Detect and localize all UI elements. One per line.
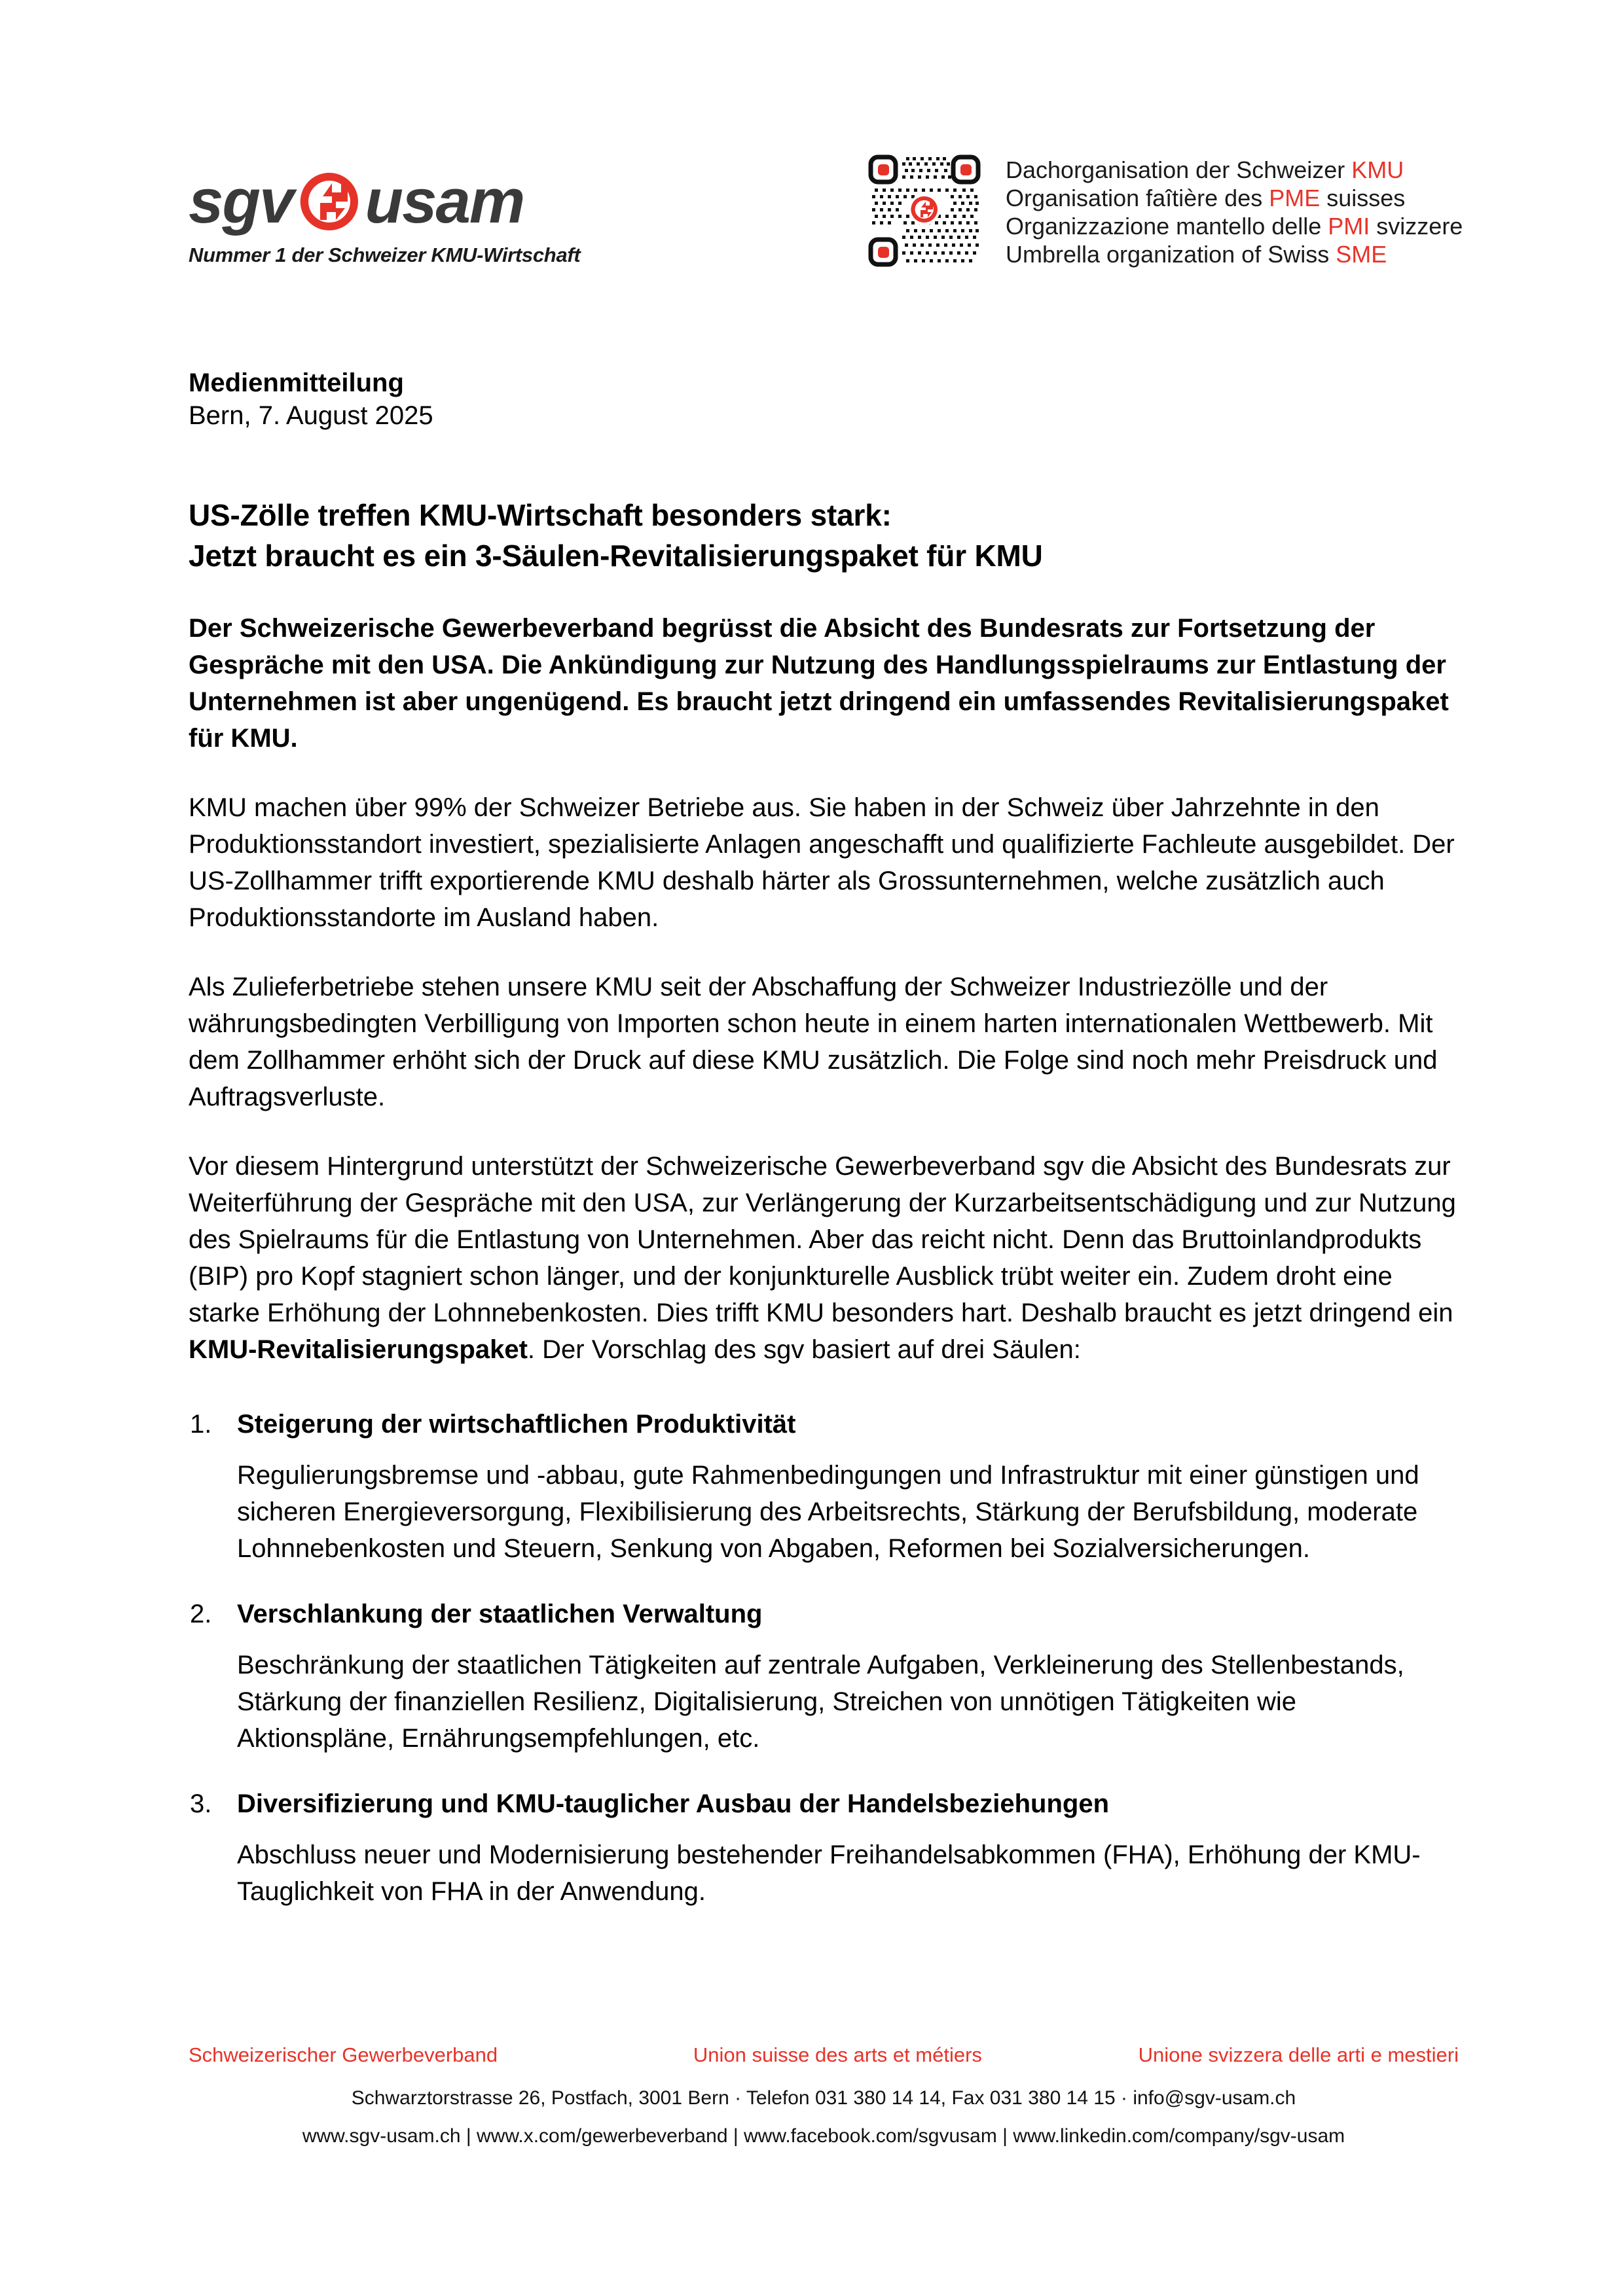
qr-tagline-it-prefix: Organizzazione mantello delle <box>1006 213 1328 240</box>
body-paragraph-3 <box>189 1148 1459 1368</box>
qr-tagline-de <box>1006 156 1463 184</box>
pillar-item-3-body: Abschluss neuer und Modernisierung bestehender Freihandelsabkommen (FHA), Erhöhung der KMU-Tauglichkeit von FHA in der Anwendung. <box>237 1840 1421 1906</box>
qr-tagline-it-suffix: svizzere <box>1370 213 1463 240</box>
pillar-item-2 <box>189 1596 1459 1757</box>
body-paragraph-3-after: . Der Vorschlag des sgv basiert auf drei Säulen: <box>527 1335 1081 1364</box>
qr-tagline-fr-accent: PME <box>1269 185 1321 211</box>
pillar-item-2-body: Beschränkung der staatlichen Tätigkeiten auf zentrale Aufgaben, Verkleinerung des Stellenbestands, Stärkung der finanziellen Resilienz, Digitalisierung, Streichen von unnötigen Tätigkeiten wie Aktionspläne, Ernährungsempfehlungen, etc. <box>237 1651 1404 1753</box>
pillar-item-3 <box>189 1785 1459 1910</box>
qr-tagline-fr-prefix: Organisation faîtière des <box>1006 185 1269 211</box>
pillars-list <box>189 1406 1459 1910</box>
footer-organization-names <box>189 2042 1459 2068</box>
footer-name-de: Schweizerischer Gewerbeverband <box>189 2043 498 2066</box>
footer-name-it: Unione svizzera delle arti e mestieri <box>1138 2043 1459 2066</box>
lead-paragraph: Der Schweizerische Gewerbeverband begrüsst die Absicht des Bundesrats zur Fortsetzung der Gespräche mit den USA. Die Ankündigung zur Nutzung des Handlungsspielraums zur Entlastung der Unternehmen ist aber ungenügend. Es braucht jetzt dringend ein umfassendes Revitalisierungspaket für KMU. <box>189 614 1449 753</box>
body-paragraph-3-before: Vor diesem Hintergrund unterstützt der Schweizerische Gewerbeverband sgv die Absicht des Bundesrats zur Weiterführung der Gespräche mit den USA, zur Verlängerung der Kurzarbeitsentschädigung und zur Nutzung des Spielraums für die Entlastung von Unternehmen. Aber das reicht nicht. Denn das Bruttoinlandprodukts (BIP) pro Kopf stagniert schon länger, und der konjunkturelle Ausblick trübt weiter ein. Zudem droht eine starke Erhöhung der Lohnnebenkosten. Dies trifft KMU besonders hart. Deshalb braucht es jetzt dringend ein <box>189 1152 1456 1327</box>
document-footer <box>189 2042 1459 2149</box>
qr-tagline-it <box>1006 212 1463 240</box>
pillar-item-1 <box>189 1406 1459 1567</box>
logo-wordmark <box>189 166 594 237</box>
qr-tagline-de-prefix: Dachorganisation der Schweizer <box>1006 156 1352 183</box>
document-body <box>189 367 1459 1910</box>
footer-contact-line: Schwarztorstrasse 26, Postfach, 3001 Bern · Telefon 031 380 14 14, Fax 031 380 14 15 · info@sgv-usam.ch <box>351 2087 1296 2109</box>
qr-and-taglines <box>866 152 1463 270</box>
sgv-swiss-cross-mark-icon <box>295 168 363 236</box>
qr-tagline-fr <box>1006 184 1463 212</box>
qr-tagline-it-accent: PMI <box>1328 213 1370 240</box>
sgv-usam-logo <box>189 166 594 267</box>
body-paragraph-1: KMU machen über 99% der Schweizer Betriebe aus. Sie haben in der Schweiz über Jahrzehnte in den Produktionsstandort investiert, spezialisierte Anlagen angeschafft und qualifizierte Fachleute ausgebildet. Der US-Zollhammer trifft exportierende KMU deshalb härter als Grossunternehmen, welche zusätzlich auch Produktionsstandorte im Ausland haben. <box>189 793 1455 932</box>
page-title-line-2: Jetzt braucht es ein 3-Säulen-Revitalisierungspaket für KMU <box>189 539 1043 573</box>
qr-tagline-en-prefix: Umbrella organization of Swiss <box>1006 241 1336 268</box>
body-paragraph-2: Als Zulieferbetriebe stehen unsere KMU seit der Abschaffung der Schweizer Industriezölle und der währungsbedingten Verbilligung von Importen schon heute in einem harten internationalen Wettbewerb. Mit dem Zollhammer erhöht sich der Druck auf diese KMU zusätzlich. Die Folge sind noch mehr Preisdruck und Auftragsverluste. <box>189 973 1438 1111</box>
body-paragraph-3-emphasis: KMU-Revitalisierungspaket <box>189 1335 528 1364</box>
pillar-item-1-body: Regulierungsbremse und -abbau, gute Rahmenbedingungen und Infrastruktur mit einer günstigen und sicheren Energieversorgung, Flexibilisierung des Arbeitsrechts, Stärkung der Berufsbildung, moderate Lohnnebenkosten und Steuern, Senkung von Abgaben, Reformen bei Sozialversicherungen. <box>237 1461 1419 1563</box>
logo-tagline: Nummer 1 der Schweizer KMU-Wirtschaft <box>189 243 581 266</box>
qr-tagline-en-accent: SME <box>1336 241 1387 268</box>
footer-name-fr: Union suisse des arts et métiers <box>693 2043 982 2066</box>
document-dateline: Bern, 7. August 2025 <box>189 401 433 430</box>
qr-tagline-fr-suffix: suisses <box>1320 185 1406 211</box>
logo-text-usam: usam <box>365 166 524 236</box>
document-header <box>0 145 1623 289</box>
qr-tagline-en <box>1006 240 1463 268</box>
pillar-item-3-title: Diversifizierung und KMU-tauglicher Ausbau der Handelsbeziehungen <box>237 1789 1110 1818</box>
logo-text-sgv: sgv <box>189 166 293 236</box>
qr-code-icon[interactable] <box>866 152 983 270</box>
qr-tagline-de-accent: KMU <box>1351 156 1404 183</box>
document-type-label: Medienmitteilung <box>189 368 404 397</box>
footer-links-line[interactable]: www.sgv-usam.ch | www.x.com/gewerbeverband | www.facebook.com/sgvusam | www.linkedin.com/company/sgv-usam <box>302 2125 1345 2147</box>
qr-tagline-list <box>1006 152 1463 268</box>
pillar-item-1-title: Steigerung der wirtschaftlichen Produktivität <box>237 1410 796 1439</box>
page-title <box>189 495 1459 576</box>
pillar-item-2-title: Verschlankung der staatlichen Verwaltung <box>237 1600 763 1628</box>
page-title-line-1: US-Zölle treffen KMU-Wirtschaft besonders stark: <box>189 498 892 532</box>
